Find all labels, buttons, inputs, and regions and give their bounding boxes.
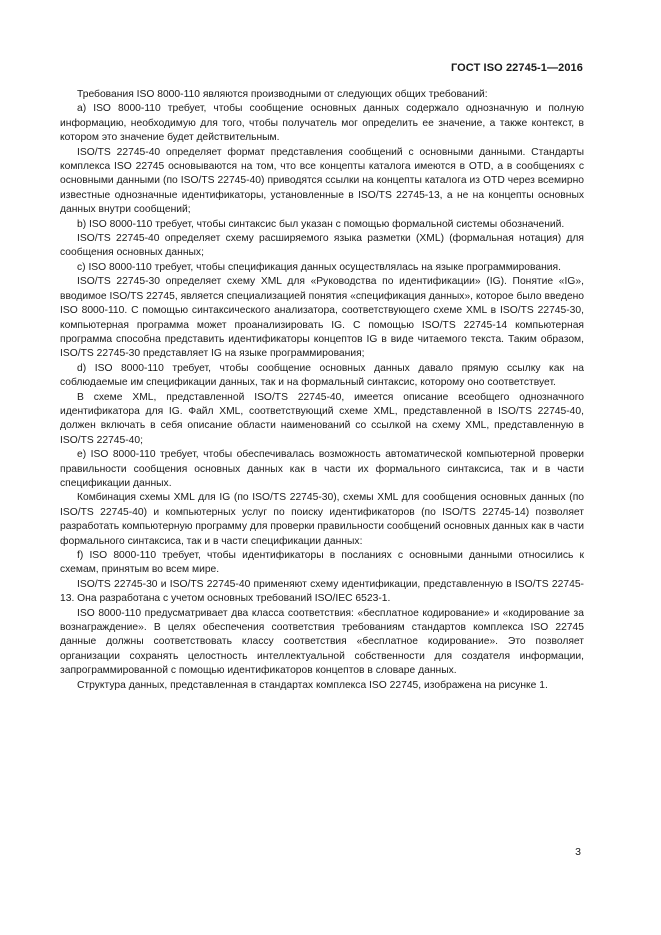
paragraph: ISO/TS 22745-30 определяет схему XML для «Руководства по идентификации» (IG). Понятие «IG», вводимое ISO/TS 22745, является специализацией понятия «спецификация данных», которое было введено ISO 8000-110. С помощью синтаксического анализатора, соответствующего схеме XML в ISO/TS 22745-30, компьютерная программа может проанализировать IG. С помощью ISO/TS 22745-14 компьютерная программа способна представить идентификаторы концептов IG в виде читаемого текста. Таким образом, ISO/TS 22745-30 представляет IG на языке программирования; xyxy=(60,276,584,360)
list-item-a: a) ISO 8000-110 требует, чтобы сообщение основных данных содержало однозначную и полную информацию, необходимую для того, чтобы получатель мог определить ее значение, а также контекст, в котором это значение будет действительным. xyxy=(60,103,584,144)
paragraph: ISO/TS 22745-40 определяет схему расширяемого языка разметки (XML) (формальная нотация) для сообщения основных данных; xyxy=(60,233,584,259)
paragraph: ISO/TS 22745-30 и ISO/TS 22745-40 применяют схему идентификации, представленную в ISO/TS 22745-13. Она разработана с учетом основных требований ISO/IEC 6523-1. xyxy=(60,578,584,605)
paragraph: В схеме XML, представленной ISO/TS 22745-40, имеется описание всеобщего однозначного идентификатора для IG. Файл XML, соответствующий схеме XML, представленной в ISO/TS 22745-40, должен включать в себя описание области наименований со ссылкой на схему XML, представленную в ISO/TS 22745-40; xyxy=(60,391,584,446)
page-number: 3 xyxy=(575,846,581,858)
paragraph: ISO 8000-110 предусматривает два класса соответствия: «бесплатное кодирование» и «кодирование за вознаграждение». В целях обеспечения соответствия требованиям стандартов комплекса ISO 22745 данные должны соответствовать классу соответствия «бесплатное кодирование». Это позволяет организации сохранять целостность интеллектуальной собственности для создателя информации, запрограммированной с помощью идентификаторов концептов в словаре данных. xyxy=(60,607,584,677)
list-item-f: f) ISO 8000-110 требует, чтобы идентификаторы в посланиях с основными данными относились к схемам, принятым во всем мире. xyxy=(60,550,584,576)
document-header: ГОСТ ISO 22745-1—2016 xyxy=(450,62,583,74)
paragraph: Комбинация схемы XML для IG (по ISO/TS 22745-30), схемы XML для сообщения основных данных (по ISO/TS 22745-40) и компьютерных услуг по поиску идентификаторов (по ISO/TS 22745-14) позволяет разработать компьютерную программу для проверки правильности сообщений основных данных как в части формального синтаксиса, так и в части спецификации данных: xyxy=(60,492,584,547)
paragraph: ISO/TS 22745-40 определяет формат представления сообщений с основными данными. Стандарты комплекса ISO 22745 основываются на том, что все концепты каталога имеются в OTD, а в сообщениях с основными данными (по ISO/TS 22745-40) приводятся ссылки на концепты каталога из OTD через всемирно известные однозначные идентификаторы, установленные в ISO/TS 22745-13, а не на концепты основных данных внутри сообщений; xyxy=(60,146,584,216)
paragraph: Требования ISO 8000-110 являются производными от следующих общих требований: xyxy=(77,89,488,100)
list-item-c: c) ISO 8000-110 требует, чтобы спецификация данных осуществлялась на языке программирования. xyxy=(77,261,561,273)
list-item-d: d) ISO 8000-110 требует, чтобы сообщение основных данных давало прямую ссылку как на соблюдаемые им спецификации данных, так и на формальный синтаксис, которому оно соответствует. xyxy=(60,362,584,389)
list-item-b: b) ISO 8000-110 требует, чтобы синтаксис был указан с помощью формальной системы обозначений. xyxy=(77,218,565,230)
list-item-e: e) ISO 8000-110 требует, чтобы обеспечивалась возможность автоматической компьютерной проверки правильности сообщения основных данных как в части их формального синтаксиса, так и в части спецификации данных. xyxy=(60,449,584,489)
paragraph: Структура данных, представленная в стандартах комплекса ISO 22745, изображена на рисунке 1. xyxy=(77,679,548,691)
body-text xyxy=(60,88,584,693)
